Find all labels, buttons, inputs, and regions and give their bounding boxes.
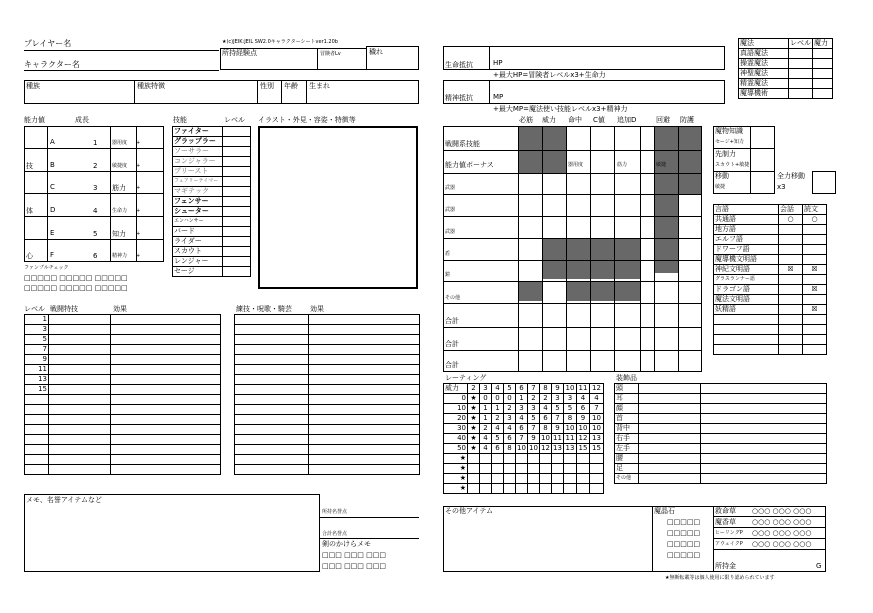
- letter-a: A: [50, 138, 55, 146]
- taint-label: 穢れ: [369, 48, 383, 56]
- arts-table: [234, 314, 420, 475]
- memo-box[interactable]: [24, 494, 320, 572]
- copyright-note: ★無断転載等は個人使用に限り認められています: [665, 575, 775, 581]
- row-total-2: 合計: [445, 340, 459, 348]
- monster-knowledge-label: 魔物知識: [715, 127, 743, 135]
- sword-boxes-1[interactable]: □□□ □□□ □□□: [322, 551, 386, 559]
- full-move-label: 全力移動: [777, 172, 805, 180]
- letter-d: D: [50, 206, 56, 214]
- skills-title: 技能: [173, 116, 187, 124]
- full-move-box[interactable]: [812, 171, 836, 194]
- art-eff-title: 効果: [310, 305, 324, 313]
- group-body: 体: [26, 207, 33, 215]
- age-label: 年齢: [284, 82, 298, 90]
- row-weapon-1: 武器: [445, 185, 456, 191]
- feat-title: 戦闘特技: [50, 305, 78, 313]
- gold-unit: G: [816, 562, 822, 570]
- ability-title: 能力値: [24, 116, 45, 124]
- feat-eff-title: 効果: [113, 305, 127, 313]
- gem-boxes-3[interactable]: □□□□□: [667, 540, 701, 548]
- row-combat-skill: 戦闘系技能: [445, 140, 480, 148]
- herb-awake: アウェイクP: [715, 541, 743, 547]
- num-1: 1: [93, 139, 98, 147]
- illust-title: イラスト・外見・容姿・特徴等: [258, 116, 356, 124]
- plus-4: +: [136, 208, 141, 214]
- hdr-dmg: 追加D: [617, 116, 637, 124]
- illust-box[interactable]: [258, 126, 418, 289]
- circles-3[interactable]: ○○○ ○○○ ○○○: [752, 529, 812, 537]
- skills-level: レベル: [224, 116, 245, 124]
- mp-box[interactable]: [489, 80, 725, 104]
- gem-boxes-4[interactable]: □□□□□: [667, 551, 701, 559]
- items-title: その他アイテム: [445, 507, 494, 515]
- herb-magic: 魔香草: [715, 518, 736, 526]
- sub-agi: 敏捷: [656, 162, 667, 168]
- group-tech: 技: [26, 162, 33, 170]
- fumble-boxes-1[interactable]: □□□□□ □□□□□ □□□□□: [24, 274, 128, 282]
- hdr-def: 防護: [680, 116, 694, 124]
- row-weapon-3: 武器: [445, 229, 456, 235]
- growth-title: 成長: [75, 116, 89, 124]
- sub-init: スカウト+敏捷: [715, 162, 750, 168]
- stat-dex: 器用度: [112, 140, 128, 146]
- art-title: 練技・呪歌・騎芸: [236, 305, 292, 313]
- magic-table: 魔法 レベル 魔力 真語魔法 操霊魔法 神聖魔法 精霊魔法 魔導機術: [738, 38, 833, 99]
- letter-b: B: [50, 161, 55, 169]
- move-label: 移動: [715, 172, 729, 180]
- mind-resist-label: 精神抵抗: [445, 94, 473, 102]
- fumble-boxes-2[interactable]: □□□□□ □□□□□ □□□□□: [24, 284, 128, 292]
- x3-label: x3: [777, 183, 786, 191]
- adv-lv-label: 冒険者Lv: [320, 51, 341, 57]
- money-label: 所持金: [715, 562, 736, 570]
- circles-1[interactable]: ○○○ ○○○ ○○○: [752, 507, 812, 515]
- stat-int: 知力: [112, 230, 126, 238]
- rating-table: 威力 2 3 4 5 6 7 8 9 10 11 12 0 ★ 0 0 0 1 2 2 3 3 4 4 10 ★ 1 1 2 3 3 4 5 5 6 7 20 ★ 1 2 3 4 5 6 7 8 9 10 30 ★ 2 4 4 6 7 8 9 10 10 10 40 ★ 4 5 6 7 9 10 11 11 12 13 50 ★ 4 6 8 10 10 12 13 13 15 15 ★ ★ ★ ★: [443, 383, 604, 494]
- race-trait-label: 種族特徴: [137, 82, 165, 90]
- race-label: 種族: [26, 82, 40, 90]
- hdr-acc: 命中: [568, 116, 582, 124]
- letter-e: E: [50, 229, 55, 237]
- sub-dex: 器用度: [568, 162, 584, 168]
- stat-vit: 生命力: [112, 208, 128, 214]
- row-shield: 盾: [445, 251, 451, 257]
- rating-title: レーティング: [445, 374, 487, 382]
- life-resist-label: 生命抵抗: [445, 61, 473, 69]
- plus-5: +: [136, 231, 141, 237]
- equip-table: 頭 耳 顔 首 背中 右手 左手 腰 足 その他: [614, 383, 827, 484]
- row-other: その他: [445, 295, 461, 301]
- hdr-str: 必筋: [519, 116, 533, 124]
- plus-6: +: [136, 253, 141, 259]
- letter-c: C: [50, 183, 55, 191]
- num-6: 6: [93, 252, 98, 260]
- num-5: 5: [93, 230, 98, 238]
- num-3: 3: [93, 184, 98, 192]
- group-mind: 心: [26, 252, 33, 260]
- sword-memo-label: 剣のかけらメモ: [322, 540, 371, 548]
- mind-resist-box[interactable]: [443, 80, 490, 104]
- circles-2[interactable]: ○○○ ○○○ ○○○: [752, 518, 812, 526]
- gem-boxes-2[interactable]: □□□□□: [667, 529, 701, 537]
- mp-label: MP: [493, 93, 504, 101]
- plus-2: +: [136, 163, 141, 169]
- gem-boxes-1[interactable]: □□□□□: [667, 518, 701, 526]
- hp-label: HP: [493, 59, 503, 67]
- feat-lv-title: レベル: [24, 305, 45, 313]
- herb-heal: ヒーリングP: [715, 530, 743, 536]
- fumble-label: ファンブルチェック: [24, 265, 69, 271]
- race-row: [24, 80, 419, 104]
- stat-agi: 敏捷度: [112, 163, 128, 169]
- equip-title: 装飾品: [616, 374, 637, 382]
- total-honor-label: 合計名誉点: [322, 531, 348, 537]
- plus-1: +: [136, 140, 141, 146]
- gems-label: 魔晶石: [654, 507, 675, 515]
- exp-label: 所持経験点: [222, 49, 257, 57]
- initiative-label: 先制力: [715, 150, 736, 158]
- memo-title: メモ、名誉アイテムなど: [26, 496, 102, 504]
- hdr-eva: 回避: [656, 116, 670, 124]
- character-label: キャラクター名: [24, 60, 80, 69]
- sub-move: 敏捷: [715, 184, 726, 190]
- stat-str: 筋力: [112, 184, 126, 192]
- player-label: プレイヤー名: [24, 39, 72, 48]
- language-table: 言語 会話 読文 共通語 ○ ○ 地方語 エルフ語 ドワーフ語 魔導機文明語 神紀文明語 ☒ ☒ グラスランナー語 ドラゴン語 ☒ 魔法文明語 妖精語 ☒: [713, 204, 827, 355]
- row-armor: 鎧: [445, 272, 451, 278]
- life-resist-box[interactable]: [443, 46, 490, 70]
- plus-3: +: [136, 185, 141, 191]
- birth-label: 生まれ: [309, 82, 330, 90]
- sub-know: セージ+知力: [715, 139, 744, 145]
- herb-life: 救命草: [715, 507, 736, 515]
- circles-4[interactable]: ○○○ ○○○ ○○○: [752, 540, 812, 548]
- feats-table: 1 3 5 7 9 11 13 15: [24, 314, 221, 475]
- sex-label: 性別: [260, 82, 274, 90]
- hp-box[interactable]: [489, 46, 725, 70]
- row-total-3: 合計: [445, 361, 459, 369]
- num-2: 2: [93, 162, 98, 170]
- stat-spi: 精神力: [112, 253, 128, 259]
- num-4: 4: [93, 207, 98, 215]
- mp-note: +最大MP=魔法使い技能レベルx3+精神力: [493, 105, 628, 113]
- sub-str: 筋力: [617, 162, 628, 168]
- row-weapon-2: 武器: [445, 207, 456, 213]
- row-ability-bonus: 能力値ボーナス: [445, 161, 494, 169]
- row-total-1: 合計: [445, 317, 459, 325]
- honor-label: 所持名誉点: [322, 509, 348, 515]
- hdr-crit: C値: [593, 116, 605, 124]
- letter-f: F: [50, 251, 55, 259]
- sword-boxes-2[interactable]: □□□ □□□ □□□: [322, 562, 386, 570]
- hp-note: +最大HP=冒険者レベルx3+生命力: [493, 71, 606, 79]
- copyright: ★(c)JEIK:JEIL SW2.0キャラクターシートver1.20b: [222, 39, 338, 45]
- skills-table: ファイター グラップラー ソーサラー コンジャラー プリースト フェアリーテイマー マギテック フェンサー シューター エンハンサー バード ライダー スカウト レンジャー セージ: [172, 126, 251, 277]
- hdr-power: 威力: [542, 116, 556, 124]
